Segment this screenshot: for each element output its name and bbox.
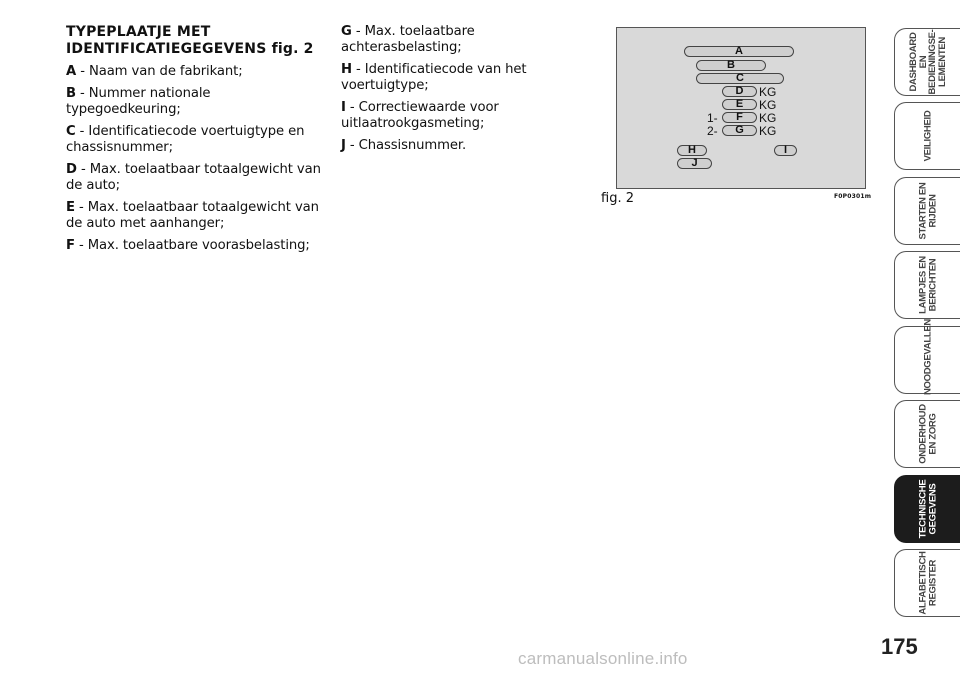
plate-field-b: B bbox=[696, 60, 766, 71]
legend-item-j: J - Chassisnummer. bbox=[341, 138, 467, 153]
tab-starten-en-rijden[interactable] bbox=[894, 177, 960, 245]
identification-plate-figure bbox=[616, 27, 866, 189]
plate-field-e: E bbox=[722, 99, 757, 110]
plate-field-i: I bbox=[774, 145, 797, 156]
plate-field-a: A bbox=[684, 46, 794, 57]
figure-code: F0P0301m bbox=[834, 193, 872, 200]
tab-technische-gegevens-label: TECHNISCHE GEGEVENS bbox=[917, 479, 938, 539]
section-heading-text: TYPEPLAATJE MET IDENTIFICATIEGEGEVENS bbox=[66, 24, 267, 57]
legend-item-g: G - Max. toelaatbare achterasbelasting; bbox=[341, 24, 475, 55]
legend-item-i: I - Correctiewaarde voor uitlaatrookgasmeting; bbox=[341, 100, 499, 131]
tab-veiligheid[interactable] bbox=[894, 102, 960, 170]
tab-alfabetisch-register[interactable] bbox=[894, 549, 960, 617]
plate-field-d: D bbox=[722, 86, 757, 97]
legend-item-d: D - Max. toelaatbaar totaalgewicht van de auto; bbox=[66, 162, 321, 193]
plate-unit-e: KG bbox=[759, 98, 777, 112]
tab-starten-en-rijden-label: STARTEN EN RIJDEN bbox=[917, 182, 938, 240]
legend-item-c: C - Identificatiecode voertuigtype en chassisnummer; bbox=[66, 124, 305, 155]
plate-field-g: G bbox=[722, 125, 757, 136]
tab-onderhoud-en-zorg-label: ONDERHOUD EN ZORG bbox=[917, 404, 938, 464]
section-heading-fig-ref: fig. 2 bbox=[271, 41, 314, 57]
tab-alfabetisch-register-label: ALFABETISCH REGISTER bbox=[917, 551, 938, 615]
tab-veiligheid-label: VEILIGHEID bbox=[921, 110, 933, 162]
plate-field-c: C bbox=[696, 73, 784, 84]
tab-lampjes-en-berichten[interactable] bbox=[894, 251, 960, 319]
plate-unit-d: KG bbox=[759, 85, 777, 99]
left-text-column bbox=[66, 24, 322, 260]
tab-technische-gegevens[interactable] bbox=[894, 475, 960, 543]
tab-onderhoud-en-zorg[interactable] bbox=[894, 400, 960, 468]
right-text-column bbox=[341, 24, 597, 160]
page-number: 175 bbox=[881, 634, 918, 659]
legend-item-b: B - Nummer nationale typegoedkeuring; bbox=[66, 86, 211, 117]
tab-dashboard[interactable] bbox=[894, 28, 960, 96]
plate-axle-2-label: 2- bbox=[707, 124, 718, 138]
figure-caption: fig. 2 bbox=[601, 191, 634, 206]
plate-unit-g: KG bbox=[759, 124, 777, 138]
legend-item-a: A - Naam van de fabrikant; bbox=[66, 64, 243, 79]
legend-item-e: E - Max. toelaatbaar totaalgewicht van de auto met aanhanger; bbox=[66, 200, 319, 231]
plate-axle-1-label: 1- bbox=[707, 111, 718, 125]
section-heading bbox=[66, 24, 322, 58]
tab-dashboard-label: DASHBOARD EN BEDIENINGSE- LEMENTEN bbox=[907, 29, 947, 95]
tab-noodgevallen-label: NOODGEVALLEN bbox=[921, 319, 933, 395]
plate-field-j: J bbox=[677, 158, 712, 169]
tab-lampjes-en-berichten-label: LAMPJES EN BERICHTEN bbox=[917, 256, 938, 314]
legend-item-f: F - Max. toelaatbare voorasbelasting; bbox=[66, 238, 310, 253]
plate-unit-f: KG bbox=[759, 111, 777, 125]
plate-field-f: F bbox=[722, 112, 757, 123]
watermark: carmanualsonline.info bbox=[518, 649, 688, 668]
tab-noodgevallen[interactable] bbox=[894, 319, 960, 395]
legend-item-h: H - Identificatiecode van het voertuigtype; bbox=[341, 62, 527, 93]
plate-field-h: H bbox=[677, 145, 707, 156]
